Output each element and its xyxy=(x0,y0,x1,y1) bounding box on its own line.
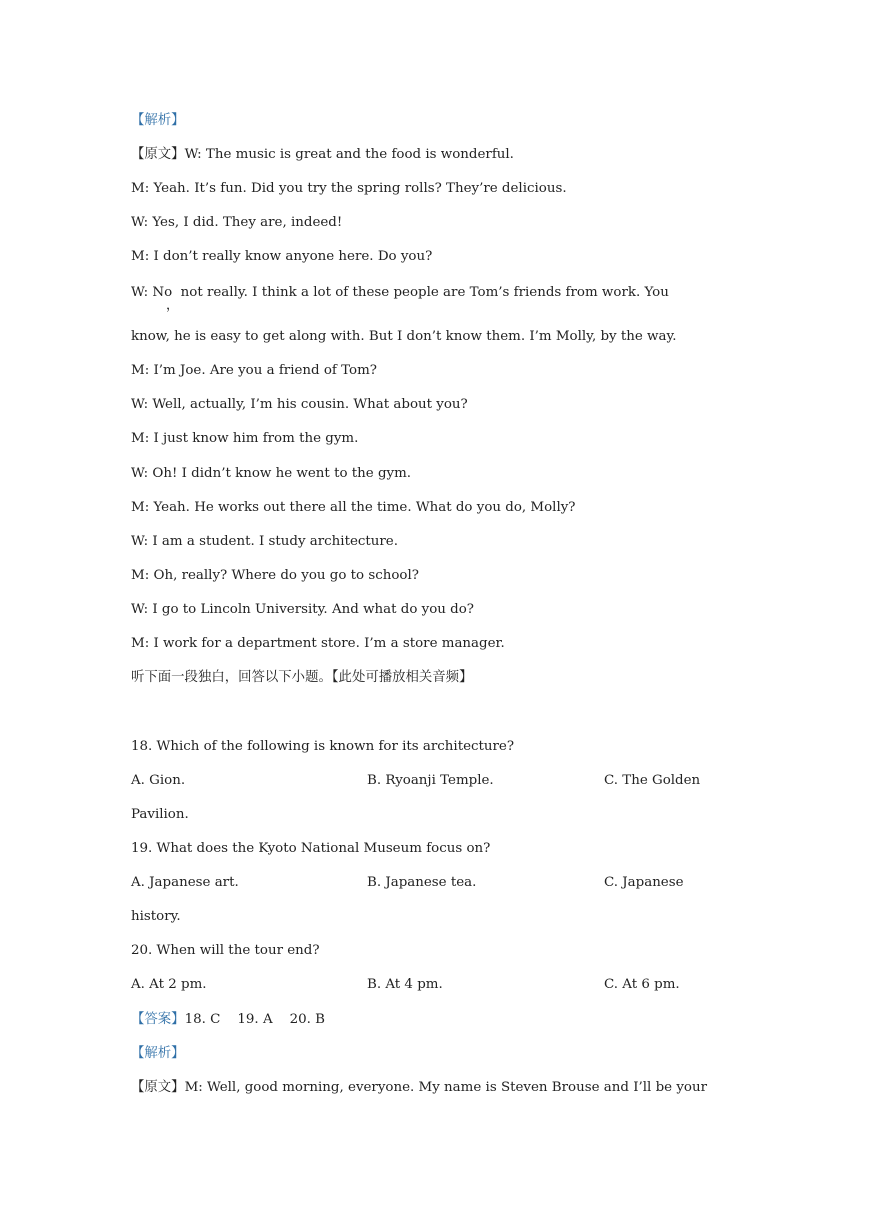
transcript-line: M: Yeah. It’s fun. Did you try the spring rolls? They’re delicious. xyxy=(131,181,567,196)
transcript-line: M: Yeah. He works out there all the time. What do you do, Molly? xyxy=(131,500,576,515)
option-b: B. Ryoanji Temple. xyxy=(367,773,494,788)
option-b: B. At 4 pm. xyxy=(367,977,443,992)
transcript-tag: 【原文】 xyxy=(131,1080,185,1095)
transcript-line: M: I’m Joe. Are you a friend of Tom? xyxy=(131,363,377,378)
transcript-line: W: No not really. I think a lot of these people are Tom’s friends from work. You xyxy=(131,285,669,300)
transcript-line: W: Oh! I didn’t know he went to the gym. xyxy=(131,466,412,481)
option-a: A. Gion. xyxy=(131,773,186,788)
transcript-line: M: I just know him from the gym. xyxy=(131,431,359,446)
answer-text: 18. C 19. A 20. B xyxy=(184,1012,326,1027)
transcript-line: M: I don’t really know anyone here. Do you? xyxy=(131,249,433,264)
transcript-line: M: Oh, really? Where do you go to school? xyxy=(131,568,419,583)
answer-line xyxy=(131,1011,325,1029)
option-a: A. At 2 pm. xyxy=(131,977,207,992)
transcript-line: W: Well, actually, I’m his cousin. What about you? xyxy=(131,397,468,412)
option-c-continued: Pavilion. xyxy=(131,807,189,822)
question-stem: 18. Which of the following is known for its architecture? xyxy=(131,739,515,754)
transcript-line: 【原文】M: Well, good morning, everyone. My name is Steven Brouse and I’ll be your xyxy=(131,1080,707,1095)
option-b: B. Japanese tea. xyxy=(367,875,477,890)
transcript-line: know, he is easy to get along with. But I don’t know them. I’m Molly, by the way. xyxy=(131,329,677,344)
transcript-line: W: I am a student. I study architecture. xyxy=(131,534,398,549)
question-stem: 19. What does the Kyoto National Museum focus on? xyxy=(131,841,491,856)
question-stem: 20. When will the tour end? xyxy=(131,943,320,958)
transcript-tag: 【原文】 xyxy=(131,147,185,162)
option-c: C. The Golden xyxy=(604,773,701,788)
listening-instruction: 听下面一段独白，回答以下小题。【此处可播放相关音频】 xyxy=(131,670,473,685)
option-a: A. Japanese art. xyxy=(131,875,239,890)
transcript-line: W: I go to Lincoln University. And what do you do? xyxy=(131,602,474,617)
answer-tag: 【答案】 xyxy=(131,1012,185,1027)
option-c: C. At 6 pm. xyxy=(604,977,680,992)
transcript-line: M: I work for a department store. I’m a store manager. xyxy=(131,636,505,651)
analysis-tag: 【解析】 xyxy=(131,113,185,128)
option-c: C. Japanese xyxy=(604,875,684,890)
transcript-line: W: Yes, I did. They are, indeed! xyxy=(131,215,343,230)
stray-comma: ， xyxy=(166,298,180,313)
transcript-line: 【原文】W: The music is great and the food is wonderful. xyxy=(131,147,514,162)
analysis-tag: 【解析】 xyxy=(131,1046,185,1061)
option-c-continued: history. xyxy=(131,909,181,924)
